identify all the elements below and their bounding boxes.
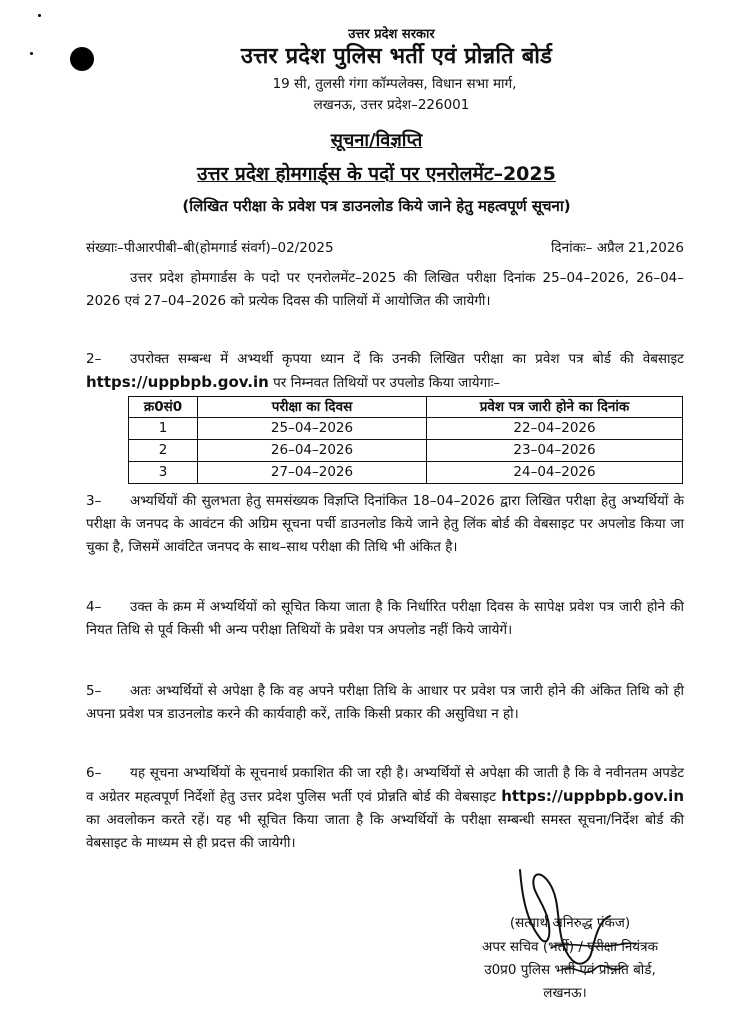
- scan-speck: [38, 14, 41, 17]
- paragraph-text: अतः अभ्यर्थियों से अपेक्षा है कि वह अपने परीक्षा तिथि के आधार पर प्रवेश पत्र जारी होने की अंकित तिथि को ही अपना प्रवेश पत्र डाउनलोड करने की कार्यवाही करें, ताकि किसी प्रकार की असुविधा न हो।: [86, 683, 684, 722]
- reference-number: संख्याः–पीआरपीबी–बी(होमगार्ड संवर्ग)–02/2025: [86, 240, 334, 256]
- table-cell: 25–04–2026: [198, 418, 427, 440]
- paragraph-4: [86, 596, 684, 642]
- table-cell: 26–04–2026: [198, 440, 427, 462]
- table-cell: 1: [129, 418, 198, 440]
- paragraph-number: 3–: [86, 493, 102, 509]
- column-header-exam-day: परीक्षा का दिवस: [198, 397, 427, 418]
- paragraph-number: 6–: [86, 765, 102, 781]
- table-row: [129, 462, 683, 484]
- paragraph-1: उत्तर प्रदेश होमगार्डस के पदो पर एनरोलमेंट–2025 की लिखित परीक्षा दिनांक 25–04–2026, 26–04–2026 एवं 27–04–2026 को प्रत्येक दिवस की पालियों में आयोजित की जायेगी।: [86, 270, 684, 309]
- signatory-office: उ0प्र0 पुलिस भर्ती एवं प्रोन्नति बोर्ड,: [484, 962, 656, 978]
- paragraph-text: पर निम्नवत तिथियों पर उपलोड किया जायेगाः–: [273, 375, 501, 391]
- table-cell: 2: [129, 440, 198, 462]
- address-line-1: 19 सी, तुलसी गंगा कॉम्पलेक्स, विधान सभा मार्ग,: [272, 76, 517, 92]
- signatory-city: लखनऊ।: [543, 985, 587, 1001]
- table-header-row: [129, 397, 683, 418]
- notice-label: सूचना/विज्ञप्ति: [330, 130, 423, 151]
- table-cell: 22–04–2026: [427, 418, 683, 440]
- organization-name: उत्तर प्रदेश पुलिस भर्ती एवं प्रोन्नति बोर्ड: [240, 44, 553, 69]
- admit-card-schedule-table: [128, 396, 683, 484]
- paragraph-text: उपरोक्त सम्बन्ध में अभ्यर्थी कृपया ध्यान दें कि उनकी लिखित परीक्षा का प्रवेश पत्र बोर्ड की वेबसाइट: [130, 351, 684, 367]
- paragraph-5: [86, 680, 684, 726]
- paragraph-text: यह सूचना अभ्यर्थियों के सूचनार्थ प्रकाशित की जा रही है। अभ्यर्थियों से अपेक्षा की जाती है कि वे नवीनतम अपडेट व अग्रेतर महत्वपूर्ण निर्देशों हेतु उत्तर प्रदेश पुलिस भर्ती एवं प्रोन्नति बोर्ड की वेबसाइट: [86, 765, 684, 805]
- signatory-name: (सत्यार्थ अनिरुद्ध पंकज): [509, 915, 631, 931]
- paragraph-text: उक्त के क्रम में अभ्यर्थियों को सूचित किया जाता है कि निर्धारित परीक्षा दिवस के सापेक्ष प्रवेश पत्र जारी होने की नियत तिथि से पूर्व किसी भी अन्य परीक्षा तिथियों के प्रवेश पत्र अपलोड नहीं किये जायेगें।: [86, 599, 684, 638]
- column-header-serial: क्र0सं0: [129, 397, 198, 418]
- signatory-designation: अपर सचिव (भर्ती) / परीक्षा नियंत्रक: [482, 939, 658, 955]
- notice-subtitle: (लिखित परीक्षा के प्रवेश पत्र डाउनलोड किये जाने हेतु महत्वपूर्ण सूचना): [182, 197, 571, 215]
- paragraph-text: का अवलोकन करते रहें। यह भी सूचित किया जाता है कि अभ्यर्थियों के परीक्षा सम्बन्धी समस्त सूचना/निर्देश बोर्ड की वेबसाइट के माध्यम से ही प्रदत्त की जायेगी।: [86, 812, 684, 851]
- paragraph-6: [86, 762, 684, 855]
- address-line-2: लखनऊ, उत्तर प्रदेश–226001: [313, 97, 470, 113]
- notice-date: दिनांकः– अप्रैल 21,2026: [550, 240, 684, 256]
- table-cell: 23–04–2026: [427, 440, 683, 462]
- notice-title: उत्तर प्रदेश होमगार्ड्स के पदों पर एनरोलमेंट–2025: [197, 163, 556, 185]
- paragraph-number: 4–: [86, 599, 102, 615]
- table-cell: 27–04–2026: [198, 462, 427, 484]
- table-row: [129, 440, 683, 462]
- paragraph-number: 5–: [86, 683, 102, 699]
- paragraph-3: [86, 490, 684, 559]
- table-cell: 24–04–2026: [427, 462, 683, 484]
- website-link[interactable]: https://uppbpb.gov.in: [86, 373, 269, 391]
- reference-line: [86, 238, 684, 256]
- website-link[interactable]: https://uppbpb.gov.in: [501, 787, 685, 805]
- column-header-release-date: प्रवेश पत्र जारी होने का दिनांक: [427, 397, 683, 418]
- table-row: [129, 418, 683, 440]
- government-name: उत्तर प्रदेश सरकार: [348, 27, 435, 42]
- paragraph-text: अभ्यर्थियों की सुलभता हेतु समसंख्यक विज्ञप्ति दिनांकित 18–04–2026 द्वारा लिखित परीक्षा हेतु अभ्यर्थियों के परीक्षा के जनपद के आवंटन की अग्रिम सूचना पर्ची डाउनलोड किये जाने हेतु लिंक बोर्ड की वेबसाइट पर अपलोड किया जा चुका है, जिसमें आवंटित जनपद के साथ–साथ परीक्षा की तिथि भी अंकित है।: [86, 493, 684, 555]
- paragraph-2: [86, 348, 684, 395]
- table-cell: 3: [129, 462, 198, 484]
- paragraph-number: 2–: [86, 351, 102, 367]
